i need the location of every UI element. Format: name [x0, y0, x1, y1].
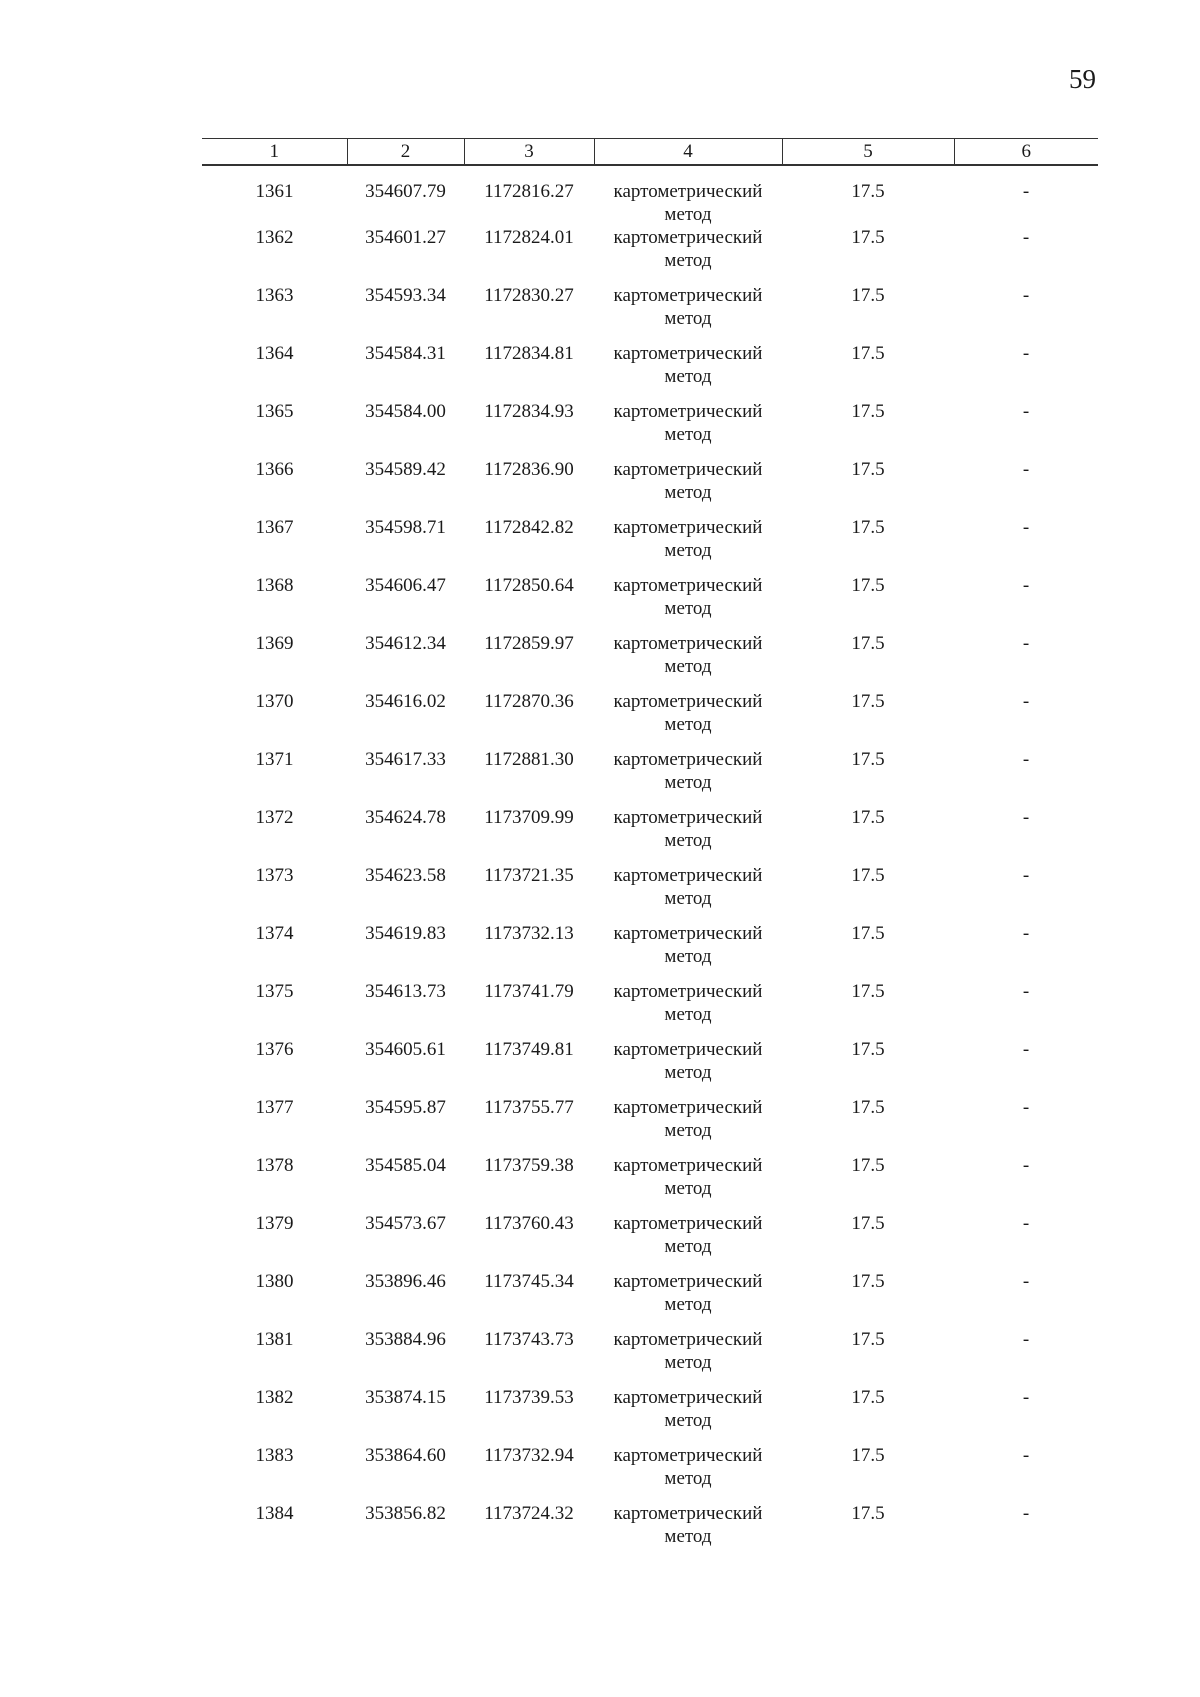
note-cell: -: [1022, 227, 1030, 248]
accuracy-cell: 17.5: [851, 1213, 885, 1234]
method-cell: [594, 574, 782, 632]
table-row: [202, 165, 1098, 226]
point-number-cell: 1378: [255, 1155, 294, 1176]
method-line-1: картометрический: [613, 1445, 763, 1466]
method-cell: [594, 284, 782, 342]
note-cell: -: [1022, 181, 1030, 202]
table-row: [202, 574, 1098, 632]
point-number-cell: 1371: [255, 749, 294, 770]
y-coordinate-cell: 1173721.35: [484, 865, 574, 886]
table-row: [202, 1328, 1098, 1386]
accuracy-cell: 17.5: [851, 1097, 885, 1118]
x-coordinate-cell: 354584.00: [365, 401, 446, 422]
method-line-1: картометрический: [613, 633, 763, 654]
y-coordinate-cell: 1173732.13: [484, 923, 574, 944]
x-coordinate-cell: 354619.83: [365, 923, 446, 944]
method-cell: [594, 1386, 782, 1444]
y-coordinate-cell: 1173739.53: [484, 1387, 574, 1408]
x-coordinate-cell: 353896.46: [365, 1271, 446, 1292]
method-line-2: метод: [664, 1468, 712, 1489]
x-coordinate-cell: 354589.42: [365, 459, 446, 480]
table-row: [202, 342, 1098, 400]
note-cell: -: [1022, 1213, 1030, 1234]
point-number-cell: 1364: [255, 343, 294, 364]
point-number-cell: 1372: [255, 807, 294, 828]
x-coordinate-cell: 354605.61: [365, 1039, 446, 1060]
y-coordinate-cell: 1173759.38: [484, 1155, 574, 1176]
header-cell-5: 5: [782, 139, 954, 166]
y-coordinate-cell: 1173724.32: [484, 1503, 574, 1524]
method-line-2: метод: [664, 250, 712, 271]
table-row: [202, 1270, 1098, 1328]
y-coordinate-cell: 1172834.81: [484, 343, 574, 364]
x-coordinate-cell: 354601.27: [365, 227, 446, 248]
x-coordinate-cell: 353884.96: [365, 1329, 446, 1350]
x-coordinate-cell: 354585.04: [365, 1155, 446, 1176]
method-line-1: картометрический: [613, 865, 763, 886]
method-cell: [594, 165, 782, 226]
y-coordinate-cell: 1173745.34: [484, 1271, 574, 1292]
method-cell: [594, 1444, 782, 1502]
table-row: [202, 632, 1098, 690]
x-coordinate-cell: 354598.71: [365, 517, 446, 538]
method-line-2: метод: [664, 1004, 712, 1025]
note-cell: -: [1022, 1271, 1030, 1292]
point-number-cell: 1383: [255, 1445, 294, 1466]
table-row: [202, 458, 1098, 516]
method-line-1: картометрический: [613, 1155, 763, 1176]
table-row: [202, 1386, 1098, 1444]
method-line-2: метод: [664, 946, 712, 967]
note-cell: -: [1022, 575, 1030, 596]
method-cell: [594, 980, 782, 1038]
y-coordinate-cell: 1172830.27: [484, 285, 574, 306]
x-coordinate-cell: 353874.15: [365, 1387, 446, 1408]
header-cell-2: 2: [347, 139, 464, 166]
accuracy-cell: 17.5: [851, 1445, 885, 1466]
y-coordinate-cell: 1172859.97: [484, 633, 574, 654]
table-row: [202, 400, 1098, 458]
y-coordinate-cell: 1173749.81: [484, 1039, 574, 1060]
method-line-1: картометрический: [613, 459, 763, 480]
accuracy-cell: 17.5: [851, 981, 885, 1002]
note-cell: -: [1022, 285, 1030, 306]
method-line-2: метод: [664, 714, 712, 735]
header-cell-1: 1: [202, 139, 347, 166]
accuracy-cell: 17.5: [851, 865, 885, 886]
method-line-1: картометрический: [613, 1213, 763, 1234]
accuracy-cell: 17.5: [851, 691, 885, 712]
point-number-cell: 1382: [255, 1387, 294, 1408]
point-number-cell: 1366: [255, 459, 294, 480]
method-line-2: метод: [664, 598, 712, 619]
accuracy-cell: 17.5: [851, 807, 885, 828]
x-coordinate-cell: 354595.87: [365, 1097, 446, 1118]
accuracy-cell: 17.5: [851, 181, 885, 202]
table-row: [202, 690, 1098, 748]
method-cell: [594, 922, 782, 980]
table-row: [202, 922, 1098, 980]
y-coordinate-cell: 1173732.94: [484, 1445, 574, 1466]
header-cell-3: 3: [464, 139, 594, 166]
method-line-1: картометрический: [613, 227, 763, 248]
method-line-2: метод: [664, 366, 712, 387]
method-line-2: метод: [664, 424, 712, 445]
accuracy-cell: 17.5: [851, 285, 885, 306]
method-line-1: картометрический: [613, 923, 763, 944]
method-line-2: метод: [664, 830, 712, 851]
accuracy-cell: 17.5: [851, 923, 885, 944]
accuracy-cell: 17.5: [851, 459, 885, 480]
point-number-cell: 1381: [255, 1329, 294, 1350]
method-cell: [594, 342, 782, 400]
table-row: [202, 1502, 1098, 1560]
method-line-2: метод: [664, 1352, 712, 1373]
method-line-2: метод: [664, 540, 712, 561]
x-coordinate-cell: 354607.79: [365, 181, 446, 202]
method-line-2: метод: [664, 656, 712, 677]
point-number-cell: 1380: [255, 1271, 294, 1292]
method-cell: [594, 1154, 782, 1212]
method-line-1: картометрический: [613, 1271, 763, 1292]
note-cell: -: [1022, 1097, 1030, 1118]
accuracy-cell: 17.5: [851, 401, 885, 422]
note-cell: -: [1022, 1039, 1030, 1060]
method-line-1: картометрический: [613, 1329, 763, 1350]
y-coordinate-cell: 1172834.93: [484, 401, 574, 422]
x-coordinate-cell: 354573.67: [365, 1213, 446, 1234]
x-coordinate-cell: 354612.34: [365, 633, 446, 654]
coordinates-table: [202, 138, 1098, 1560]
method-line-2: метод: [664, 308, 712, 329]
note-cell: -: [1022, 807, 1030, 828]
point-number-cell: 1377: [255, 1097, 294, 1118]
coordinates-table-wrapper: [202, 138, 1098, 1560]
method-line-1: картометрический: [613, 1387, 763, 1408]
table-header: [202, 139, 1098, 166]
method-line-2: метод: [664, 1526, 712, 1547]
accuracy-cell: 17.5: [851, 1039, 885, 1060]
table-row: [202, 516, 1098, 574]
note-cell: -: [1022, 1387, 1030, 1408]
accuracy-cell: 17.5: [851, 1387, 885, 1408]
x-coordinate-cell: 354623.58: [365, 865, 446, 886]
method-line-1: картометрический: [613, 749, 763, 770]
method-line-2: метод: [664, 1294, 712, 1315]
point-number-cell: 1375: [255, 981, 294, 1002]
table-row: [202, 1444, 1098, 1502]
accuracy-cell: 17.5: [851, 575, 885, 596]
note-cell: -: [1022, 401, 1030, 422]
x-coordinate-cell: 353856.82: [365, 1503, 446, 1524]
method-line-2: метод: [664, 1410, 712, 1431]
point-number-cell: 1363: [255, 285, 294, 306]
note-cell: -: [1022, 1503, 1030, 1524]
y-coordinate-cell: 1172816.27: [484, 181, 574, 202]
table-row: [202, 226, 1098, 284]
accuracy-cell: 17.5: [851, 749, 885, 770]
accuracy-cell: 17.5: [851, 227, 885, 248]
table-body: [202, 165, 1098, 1560]
table-row: [202, 284, 1098, 342]
method-line-2: метод: [664, 772, 712, 793]
point-number-cell: 1379: [255, 1213, 294, 1234]
method-line-1: картометрический: [613, 343, 763, 364]
y-coordinate-cell: 1173741.79: [484, 981, 574, 1002]
point-number-cell: 1384: [255, 1503, 294, 1524]
point-number-cell: 1374: [255, 923, 294, 944]
x-coordinate-cell: 354584.31: [365, 343, 446, 364]
x-coordinate-cell: 354624.78: [365, 807, 446, 828]
method-cell: [594, 1212, 782, 1270]
header-cell-6: 6: [954, 139, 1098, 166]
table-row: [202, 748, 1098, 806]
method-line-1: картометрический: [613, 807, 763, 828]
accuracy-cell: 17.5: [851, 517, 885, 538]
method-line-2: метод: [664, 1236, 712, 1257]
y-coordinate-cell: 1173709.99: [484, 807, 574, 828]
method-line-2: метод: [664, 1120, 712, 1141]
note-cell: -: [1022, 343, 1030, 364]
y-coordinate-cell: 1172836.90: [484, 459, 574, 480]
method-line-2: метод: [664, 1178, 712, 1199]
note-cell: -: [1022, 517, 1030, 538]
method-line-1: картометрический: [613, 285, 763, 306]
point-number-cell: 1362: [255, 227, 294, 248]
method-line-1: картометрический: [613, 981, 763, 1002]
note-cell: -: [1022, 691, 1030, 712]
x-coordinate-cell: 354593.34: [365, 285, 446, 306]
method-line-1: картометрический: [613, 691, 763, 712]
note-cell: -: [1022, 865, 1030, 886]
method-cell: [594, 1502, 782, 1560]
y-coordinate-cell: 1173760.43: [484, 1213, 574, 1234]
point-number-cell: 1361: [255, 181, 294, 202]
method-cell: [594, 226, 782, 284]
method-cell: [594, 806, 782, 864]
method-cell: [594, 690, 782, 748]
table-row: [202, 1038, 1098, 1096]
note-cell: -: [1022, 1329, 1030, 1350]
table-row: [202, 806, 1098, 864]
note-cell: -: [1022, 1445, 1030, 1466]
header-row: [202, 139, 1098, 166]
method-cell: [594, 748, 782, 806]
method-cell: [594, 632, 782, 690]
method-cell: [594, 516, 782, 574]
note-cell: -: [1022, 1155, 1030, 1176]
method-line-1: картометрический: [613, 575, 763, 596]
method-line-2: метод: [664, 204, 712, 225]
table-row: [202, 1096, 1098, 1154]
accuracy-cell: 17.5: [851, 1329, 885, 1350]
method-line-1: картометрический: [613, 517, 763, 538]
method-cell: [594, 1096, 782, 1154]
table-row: [202, 1154, 1098, 1212]
note-cell: -: [1022, 981, 1030, 1002]
method-line-2: метод: [664, 888, 712, 909]
note-cell: -: [1022, 459, 1030, 480]
y-coordinate-cell: 1172824.01: [484, 227, 574, 248]
table-row: [202, 1212, 1098, 1270]
method-line-1: картометрический: [613, 1503, 763, 1524]
note-cell: -: [1022, 633, 1030, 654]
note-cell: -: [1022, 923, 1030, 944]
point-number-cell: 1376: [255, 1039, 294, 1060]
point-number-cell: 1369: [255, 633, 294, 654]
y-coordinate-cell: 1172850.64: [484, 575, 574, 596]
method-line-2: метод: [664, 482, 712, 503]
table-row: [202, 980, 1098, 1038]
accuracy-cell: 17.5: [851, 1155, 885, 1176]
accuracy-cell: 17.5: [851, 1503, 885, 1524]
method-cell: [594, 1038, 782, 1096]
method-cell: [594, 458, 782, 516]
y-coordinate-cell: 1172870.36: [484, 691, 574, 712]
method-cell: [594, 1328, 782, 1386]
accuracy-cell: 17.5: [851, 633, 885, 654]
y-coordinate-cell: 1173755.77: [484, 1097, 574, 1118]
x-coordinate-cell: 354613.73: [365, 981, 446, 1002]
x-coordinate-cell: 354616.02: [365, 691, 446, 712]
point-number-cell: 1367: [255, 517, 294, 538]
y-coordinate-cell: 1172881.30: [484, 749, 574, 770]
point-number-cell: 1368: [255, 575, 294, 596]
accuracy-cell: 17.5: [851, 343, 885, 364]
method-cell: [594, 400, 782, 458]
method-line-1: картометрический: [613, 1097, 763, 1118]
x-coordinate-cell: 353864.60: [365, 1445, 446, 1466]
method-cell: [594, 1270, 782, 1328]
method-line-1: картометрический: [613, 181, 763, 202]
point-number-cell: 1365: [255, 401, 294, 422]
x-coordinate-cell: 354606.47: [365, 575, 446, 596]
method-line-1: картометрический: [613, 1039, 763, 1060]
note-cell: -: [1022, 749, 1030, 770]
method-line-2: метод: [664, 1062, 712, 1083]
table-row: [202, 864, 1098, 922]
y-coordinate-cell: 1172842.82: [484, 517, 574, 538]
point-number-cell: 1373: [255, 865, 294, 886]
method-line-1: картометрический: [613, 401, 763, 422]
accuracy-cell: 17.5: [851, 1271, 885, 1292]
method-cell: [594, 864, 782, 922]
page-number: 59: [1069, 64, 1096, 94]
y-coordinate-cell: 1173743.73: [484, 1329, 574, 1350]
header-cell-4: 4: [594, 139, 782, 166]
x-coordinate-cell: 354617.33: [365, 749, 446, 770]
point-number-cell: 1370: [255, 691, 294, 712]
